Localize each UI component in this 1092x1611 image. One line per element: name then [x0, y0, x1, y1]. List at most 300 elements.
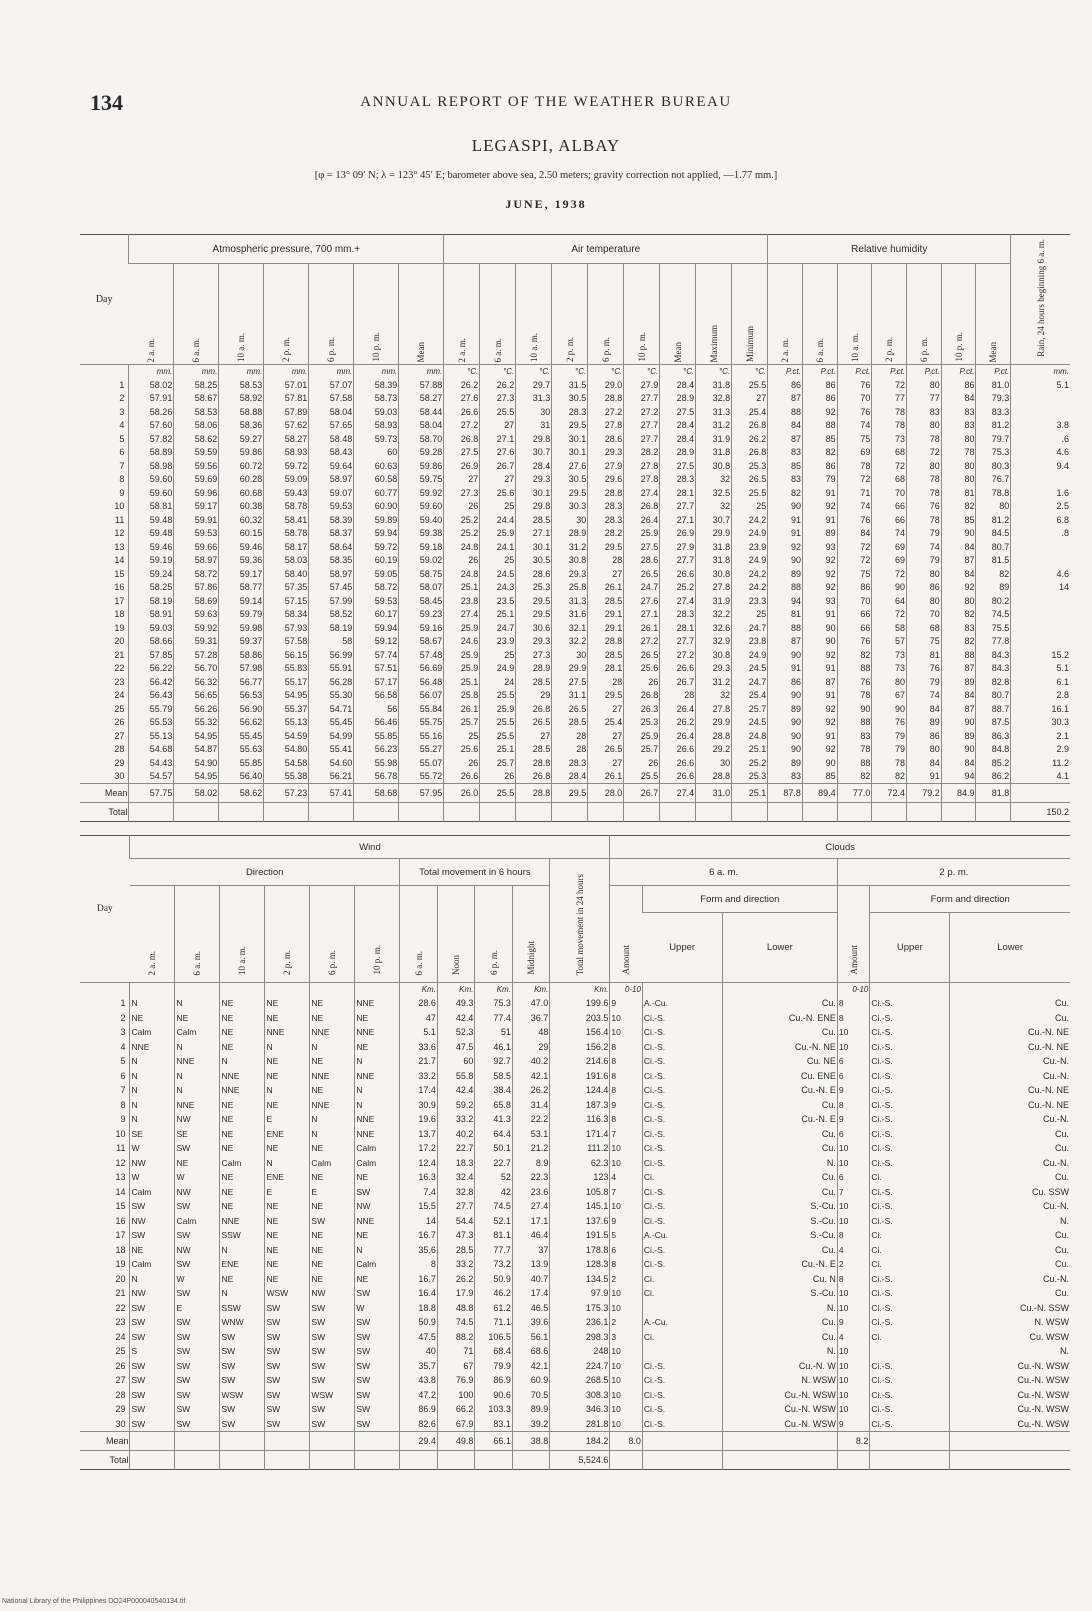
- wind-direction: Calm: [130, 1185, 175, 1200]
- day-number: 18: [115, 1244, 126, 1255]
- table-cell: 76: [837, 513, 872, 527]
- table-cell: 30.3: [1011, 716, 1070, 730]
- cloud-form: 4: [610, 1170, 642, 1185]
- table-cell: 84: [941, 540, 976, 554]
- upper-2pm-header: Upper: [870, 913, 950, 983]
- table-cell: 26.8: [732, 446, 768, 460]
- table-cell: 30: [696, 756, 732, 770]
- table-cell: 43.8: [400, 1373, 437, 1388]
- table-cell: 22.2: [512, 1112, 549, 1127]
- table-cell: 24.7: [480, 621, 516, 635]
- table-cell: Cu.-N. E: [722, 1083, 837, 1098]
- table-row: [80, 1170, 1070, 1185]
- table-cell: Cu.-N.: [950, 1054, 1070, 1069]
- table-cell: 86: [907, 581, 942, 595]
- table-cell: 90.6: [475, 1388, 512, 1403]
- table-cell: 83: [941, 621, 976, 635]
- table-cell: 59.53: [309, 500, 354, 514]
- table-cell: 89: [941, 729, 976, 743]
- table-row: [80, 756, 1070, 770]
- table-cell: 76: [837, 405, 872, 419]
- table-cell: 57.82: [129, 432, 174, 446]
- table-cell: 55.16: [399, 729, 444, 743]
- table-cell: 28.3: [660, 473, 696, 487]
- table-cell: 25.7: [624, 743, 660, 757]
- table-cell: 58.25: [129, 581, 174, 595]
- table-row: [80, 1388, 1070, 1403]
- empty-cell: [660, 803, 696, 822]
- table-cell: 85.2: [976, 756, 1011, 770]
- wind-direction: SW: [355, 1388, 400, 1403]
- table-cell: 25.5: [480, 405, 516, 419]
- day-number: 5: [120, 1056, 126, 1067]
- cloud-form: Ci.: [870, 1228, 950, 1243]
- empty-cell: [220, 1451, 265, 1470]
- wind-direction: NW: [310, 1286, 355, 1301]
- table-cell: 58.53: [219, 378, 264, 392]
- table-row: [80, 486, 1070, 500]
- table-cell: 58.39: [309, 513, 354, 527]
- wind-direction: NE: [310, 1011, 355, 1026]
- empty-cell: [950, 1451, 1070, 1470]
- table-cell: 37: [512, 1243, 549, 1258]
- table-cell: 28.1: [660, 621, 696, 635]
- cloud-form: 6: [837, 1170, 869, 1185]
- table-cell: 4.6: [1011, 567, 1070, 581]
- table-cell: Cu.: [722, 1315, 837, 1330]
- wind-direction: NNE: [220, 1069, 265, 1084]
- table-cell: 60.58: [354, 473, 399, 487]
- table-cell: 59.40: [399, 513, 444, 527]
- wind-direction: SW: [130, 1359, 175, 1374]
- table-row: [80, 554, 1070, 568]
- wind-direction: N: [310, 1040, 355, 1055]
- table-cell: 27.9: [588, 459, 624, 473]
- table-cell: 22.7: [437, 1141, 474, 1156]
- table-cell: 55.72: [399, 770, 444, 784]
- month-title: JUNE, 1938: [505, 197, 587, 211]
- table-cell: 191.6: [550, 1069, 610, 1084]
- table-cell: 83: [837, 729, 872, 743]
- table-cell: 27.7: [624, 432, 660, 446]
- empty-cell: [265, 1432, 310, 1451]
- table-cell: 76: [837, 675, 872, 689]
- table-cell: 33.2: [437, 1112, 474, 1127]
- table-cell: 77.8: [976, 635, 1011, 649]
- table-cell: 58.27: [264, 432, 309, 446]
- table-cell: 82: [941, 635, 976, 649]
- wind-direction: SW: [175, 1417, 220, 1432]
- table-cell: 81.5: [976, 554, 1011, 568]
- table-cell: 59.59: [174, 446, 219, 460]
- day-number: 23: [115, 1317, 126, 1328]
- table-cell: 55.27: [399, 743, 444, 757]
- table-cell: 92.7: [475, 1054, 512, 1069]
- table-cell: Cu.-N. WSW: [950, 1417, 1070, 1432]
- table-cell: 11.2: [1011, 756, 1070, 770]
- table-cell: Cu.-N. E: [722, 1112, 837, 1127]
- table-cell: 80: [872, 675, 907, 689]
- table-cell: 28.8: [588, 635, 624, 649]
- table-cell: 28.5: [437, 1243, 474, 1258]
- cloud-form: Ci.: [642, 1272, 722, 1287]
- temperature-group-header: Air temperature: [444, 235, 768, 264]
- table-row: [80, 1127, 1070, 1142]
- table-row: [80, 513, 1070, 527]
- table-cell: 58.04: [309, 405, 354, 419]
- wind-direction: NE: [265, 1069, 310, 1084]
- table-cell: 84: [907, 756, 942, 770]
- empty-cell: [722, 983, 837, 997]
- table-cell: 57.89: [264, 405, 309, 419]
- empty-cell: [309, 803, 354, 822]
- wind-direction: N: [130, 1098, 175, 1113]
- table-cell: 87: [941, 662, 976, 676]
- table-cell: 68: [872, 446, 907, 460]
- table-cell: 55.13: [129, 729, 174, 743]
- cloud-form: Ci.-S.: [642, 1388, 722, 1403]
- table-cell: 38.4: [475, 1083, 512, 1098]
- table-cell: 25.2: [444, 513, 480, 527]
- table-cell: 26.8: [444, 432, 480, 446]
- wind-direction: SW: [220, 1402, 265, 1417]
- cloud-form: 9: [610, 1214, 642, 1229]
- table-cell: Cu.-N. WSW: [950, 1373, 1070, 1388]
- table-cell: 85: [768, 459, 803, 473]
- table-cell: 50.9: [475, 1272, 512, 1287]
- table-cell: Cu.: [950, 1141, 1070, 1156]
- total-row: [80, 803, 1070, 822]
- table-cell: Cu.: [722, 1330, 837, 1345]
- cloud-form: Ci.-S.: [642, 1040, 722, 1055]
- cloud-form: 10: [837, 1388, 869, 1403]
- table-row: [80, 540, 1070, 554]
- table-cell: 57.15: [264, 594, 309, 608]
- cloud-form: 3: [610, 1330, 642, 1345]
- table-cell: 89: [941, 675, 976, 689]
- table-cell: 5.1: [400, 1025, 437, 1040]
- wind-direction: NE: [220, 1141, 265, 1156]
- table-cell: 171.4: [550, 1127, 610, 1142]
- table-cell: 23.5: [480, 594, 516, 608]
- table-cell: 79: [872, 743, 907, 757]
- mean-cell: 66.1: [475, 1432, 512, 1451]
- cloud-form: 2: [837, 1257, 869, 1272]
- table-cell: 80: [941, 459, 976, 473]
- wind-direction: NNE: [220, 1214, 265, 1229]
- table-cell: 56.15: [264, 648, 309, 662]
- table-cell: 83: [768, 770, 803, 784]
- table-cell: 178.8: [550, 1243, 610, 1258]
- wind-direction: SW: [310, 1330, 355, 1345]
- table-cell: 27.6: [552, 459, 588, 473]
- table-cell: 56.48: [399, 675, 444, 689]
- table-cell: 74.5: [475, 1199, 512, 1214]
- table-cell: 27: [588, 756, 624, 770]
- empty-cell: [219, 803, 264, 822]
- table-cell: 25.4: [732, 689, 768, 703]
- table-cell: 58.73: [354, 392, 399, 406]
- wind-direction: NE: [175, 1156, 220, 1171]
- column-header: Mean: [976, 264, 1011, 365]
- table-cell: 308.3: [550, 1388, 610, 1403]
- table-cell: 23.8: [732, 635, 768, 649]
- table-cell: 92: [802, 405, 837, 419]
- day-number: 3: [120, 1027, 126, 1038]
- table-cell: 13.9: [512, 1257, 549, 1272]
- table-cell: 59.18: [399, 540, 444, 554]
- table-cell: 91: [768, 527, 803, 541]
- table-cell: 42.4: [437, 1083, 474, 1098]
- table-cell: 24.6: [444, 635, 480, 649]
- wind-direction: NE: [265, 996, 310, 1011]
- day-number: 29: [114, 757, 125, 768]
- table-cell: 5.1: [1011, 378, 1070, 392]
- empty-cell: [732, 803, 768, 822]
- table-cell: 28.3: [588, 500, 624, 514]
- table-cell: 90: [768, 689, 803, 703]
- unit-label: P.ct.: [976, 365, 1011, 379]
- table-cell: 58.03: [264, 554, 309, 568]
- table-cell: 59.03: [354, 405, 399, 419]
- wind-direction: WSW: [265, 1286, 310, 1301]
- table-cell: 77.4: [475, 1011, 512, 1026]
- table-cell: 60.19: [354, 554, 399, 568]
- mean-cell: 25.1: [732, 784, 768, 803]
- wind-direction: Calm: [355, 1141, 400, 1156]
- table-cell: 86: [802, 378, 837, 392]
- table-cell: 79.7: [976, 432, 1011, 446]
- table-cell: 24.8: [444, 540, 480, 554]
- column-header: Minimum: [732, 264, 768, 365]
- table-cell: Cu. WSW: [950, 1330, 1070, 1345]
- table-cell: 29.5: [588, 689, 624, 703]
- dir-2pm-header: 2 p. m.: [265, 886, 310, 983]
- table-cell: 50.9: [400, 1315, 437, 1330]
- table-cell: 59.36: [219, 554, 264, 568]
- table-cell: 58.91: [129, 608, 174, 622]
- table-cell: 89: [768, 756, 803, 770]
- table-cell: 26.7: [660, 675, 696, 689]
- empty-cell: [610, 1451, 642, 1470]
- wind-direction: NE: [220, 1185, 265, 1200]
- cloud-form: Ci.-S.: [870, 1388, 950, 1403]
- table-cell: 25: [732, 500, 768, 514]
- lower-2pm-header: Lower: [950, 913, 1070, 983]
- table-cell: 86: [837, 581, 872, 595]
- wind-direction: SW: [130, 1315, 175, 1330]
- cloud-form: 10: [610, 1417, 642, 1432]
- wind-direction: W: [130, 1141, 175, 1156]
- table-cell: 57.58: [309, 392, 354, 406]
- table-cell: 83.3: [976, 405, 1011, 419]
- table-cell: 58.48: [309, 432, 354, 446]
- table-cell: 80: [941, 473, 976, 487]
- wind-direction: NNE: [355, 1025, 400, 1040]
- table-cell: 25.8: [444, 689, 480, 703]
- table-cell: Cu.: [722, 1025, 837, 1040]
- table-cell: 25.1: [480, 743, 516, 757]
- empty-cell: [175, 1451, 220, 1470]
- table-cell: 29.5: [552, 419, 588, 433]
- table-cell: N.: [722, 1344, 837, 1359]
- cloud-form: 2: [610, 1315, 642, 1330]
- cloud-form: Ci.: [870, 1243, 950, 1258]
- table-cell: 57.48: [399, 648, 444, 662]
- table-cell: 31.2: [696, 419, 732, 433]
- table-cell: 25.3: [732, 459, 768, 473]
- table-cell: 87.5: [976, 716, 1011, 730]
- table-cell: 87: [802, 675, 837, 689]
- table-cell: 58.43: [309, 446, 354, 460]
- table-row: [80, 1373, 1070, 1388]
- wind-direction: NW: [175, 1243, 220, 1258]
- table-cell: 31.8: [696, 378, 732, 392]
- table-cell: 22.3: [512, 1170, 549, 1185]
- table-cell: 27.8: [696, 581, 732, 595]
- table-cell: 59.19: [129, 554, 174, 568]
- table-cell: 28.4: [552, 770, 588, 784]
- empty-cell: [175, 1432, 220, 1451]
- table-row: [80, 1185, 1070, 1200]
- table-cell: 83: [768, 446, 803, 460]
- table-row: [80, 1272, 1070, 1287]
- table-cell: 128.3: [550, 1257, 610, 1272]
- table-cell: 24.7: [624, 581, 660, 595]
- table-cell: 58.39: [354, 378, 399, 392]
- unit-label: °C.: [480, 365, 516, 379]
- table-cell: 60.72: [219, 459, 264, 473]
- table-cell: 32.6: [696, 621, 732, 635]
- table-cell: 93: [802, 540, 837, 554]
- table-cell: Cu. N: [722, 1272, 837, 1287]
- table-row: [80, 1315, 1070, 1330]
- table-cell: Cu.: [722, 1141, 837, 1156]
- table-cell: 25: [480, 648, 516, 662]
- table-cell: 79: [802, 473, 837, 487]
- table-row: [80, 1040, 1070, 1055]
- table-cell: 28.8: [516, 756, 552, 770]
- unit-label: °C.: [588, 365, 624, 379]
- table-cell: 89: [907, 716, 942, 730]
- cloud-form: 10: [610, 1373, 642, 1388]
- table-cell: 28.5: [588, 594, 624, 608]
- table-cell: 86: [802, 392, 837, 406]
- day-number: 12: [115, 1157, 126, 1168]
- wind-direction: NNE: [355, 1069, 400, 1084]
- table-cell: 25: [480, 554, 516, 568]
- table-cell: 59.92: [399, 486, 444, 500]
- table-cell: 31.8: [696, 446, 732, 460]
- table-cell: 29: [516, 689, 552, 703]
- mean-cell: 84.9: [941, 784, 976, 803]
- table-cell: 31.9: [696, 594, 732, 608]
- table-cell: 59.03: [129, 621, 174, 635]
- table-cell: 26.1: [624, 621, 660, 635]
- table-cell: 123: [550, 1170, 610, 1185]
- table-cell: 24.3: [480, 581, 516, 595]
- column-header: 6 p. m.: [588, 264, 624, 365]
- table-cell: 28.1: [588, 662, 624, 676]
- table-cell: 59.69: [174, 473, 219, 487]
- wind-direction: SW: [130, 1330, 175, 1345]
- table-cell: 25.7: [444, 716, 480, 730]
- cloud-form: 6: [837, 1054, 869, 1069]
- table-cell: 56.26: [174, 702, 219, 716]
- wind-direction: ENE: [220, 1257, 265, 1272]
- table-cell: 78: [907, 486, 942, 500]
- wind-direction: SW: [265, 1344, 310, 1359]
- table-cell: 29.3: [696, 662, 732, 676]
- empty-cell: [174, 803, 219, 822]
- table-cell: 25.1: [444, 675, 480, 689]
- cloud-form: Ci.-S.: [870, 1069, 950, 1084]
- table-row: [80, 702, 1070, 716]
- table-cell: 55.8: [437, 1069, 474, 1084]
- table-cell: 84: [768, 419, 803, 433]
- table-cell: 58.67: [399, 635, 444, 649]
- mean-label: Mean: [80, 784, 129, 803]
- cloud-form: 5: [610, 1228, 642, 1243]
- dir-6pm-header: 6 p. m.: [310, 886, 355, 983]
- table-cell: 59.63: [174, 608, 219, 622]
- day-number: 10: [114, 501, 125, 512]
- table-cell: 67: [872, 689, 907, 703]
- table-cell: 54.57: [129, 770, 174, 784]
- table-cell: 86: [907, 729, 942, 743]
- table-row: [80, 1417, 1070, 1432]
- table-cell: 32.5: [696, 486, 732, 500]
- table-cell: 87: [941, 702, 976, 716]
- table-cell: 59.66: [174, 540, 219, 554]
- cloud-form: 10: [610, 1199, 642, 1214]
- table-cell: 86: [941, 378, 976, 392]
- table-cell: 26.5: [624, 567, 660, 581]
- wind-direction: NE: [355, 1011, 400, 1026]
- mean-cell: 58.02: [174, 784, 219, 803]
- table-cell: 54.80: [264, 743, 309, 757]
- table-cell: 24.5: [732, 662, 768, 676]
- table-cell: 28.3: [588, 513, 624, 527]
- table-cell: 76.7: [976, 473, 1011, 487]
- wind-direction: SW: [355, 1286, 400, 1301]
- table-row: [80, 662, 1070, 676]
- table-cell: 59.75: [399, 473, 444, 487]
- unit-label: °C.: [516, 365, 552, 379]
- table-cell: 106.5: [475, 1330, 512, 1345]
- table-cell: 145.1: [550, 1199, 610, 1214]
- table-cell: 281.8: [550, 1417, 610, 1432]
- wind-direction: SW: [310, 1315, 355, 1330]
- table-cell: 33.6: [400, 1040, 437, 1055]
- table-cell: 33.2: [400, 1069, 437, 1084]
- wind-direction: NE: [265, 1243, 310, 1258]
- table-cell: 56.99: [309, 648, 354, 662]
- rain-total: 150.2: [1011, 803, 1070, 822]
- table-cell: 56.22: [129, 662, 174, 676]
- wind-direction: Calm: [355, 1156, 400, 1171]
- wind-direction: N: [355, 1083, 400, 1098]
- table-cell: 30.5: [552, 392, 588, 406]
- unit-label: mm.: [174, 365, 219, 379]
- table-cell: 26.7: [480, 459, 516, 473]
- table-cell: 59.98: [219, 621, 264, 635]
- mean-cell: 25.5: [480, 784, 516, 803]
- table-cell: 56.07: [399, 689, 444, 703]
- table-cell: 29.0: [588, 378, 624, 392]
- table-cell: N.: [722, 1156, 837, 1171]
- wind-direction: S: [130, 1344, 175, 1359]
